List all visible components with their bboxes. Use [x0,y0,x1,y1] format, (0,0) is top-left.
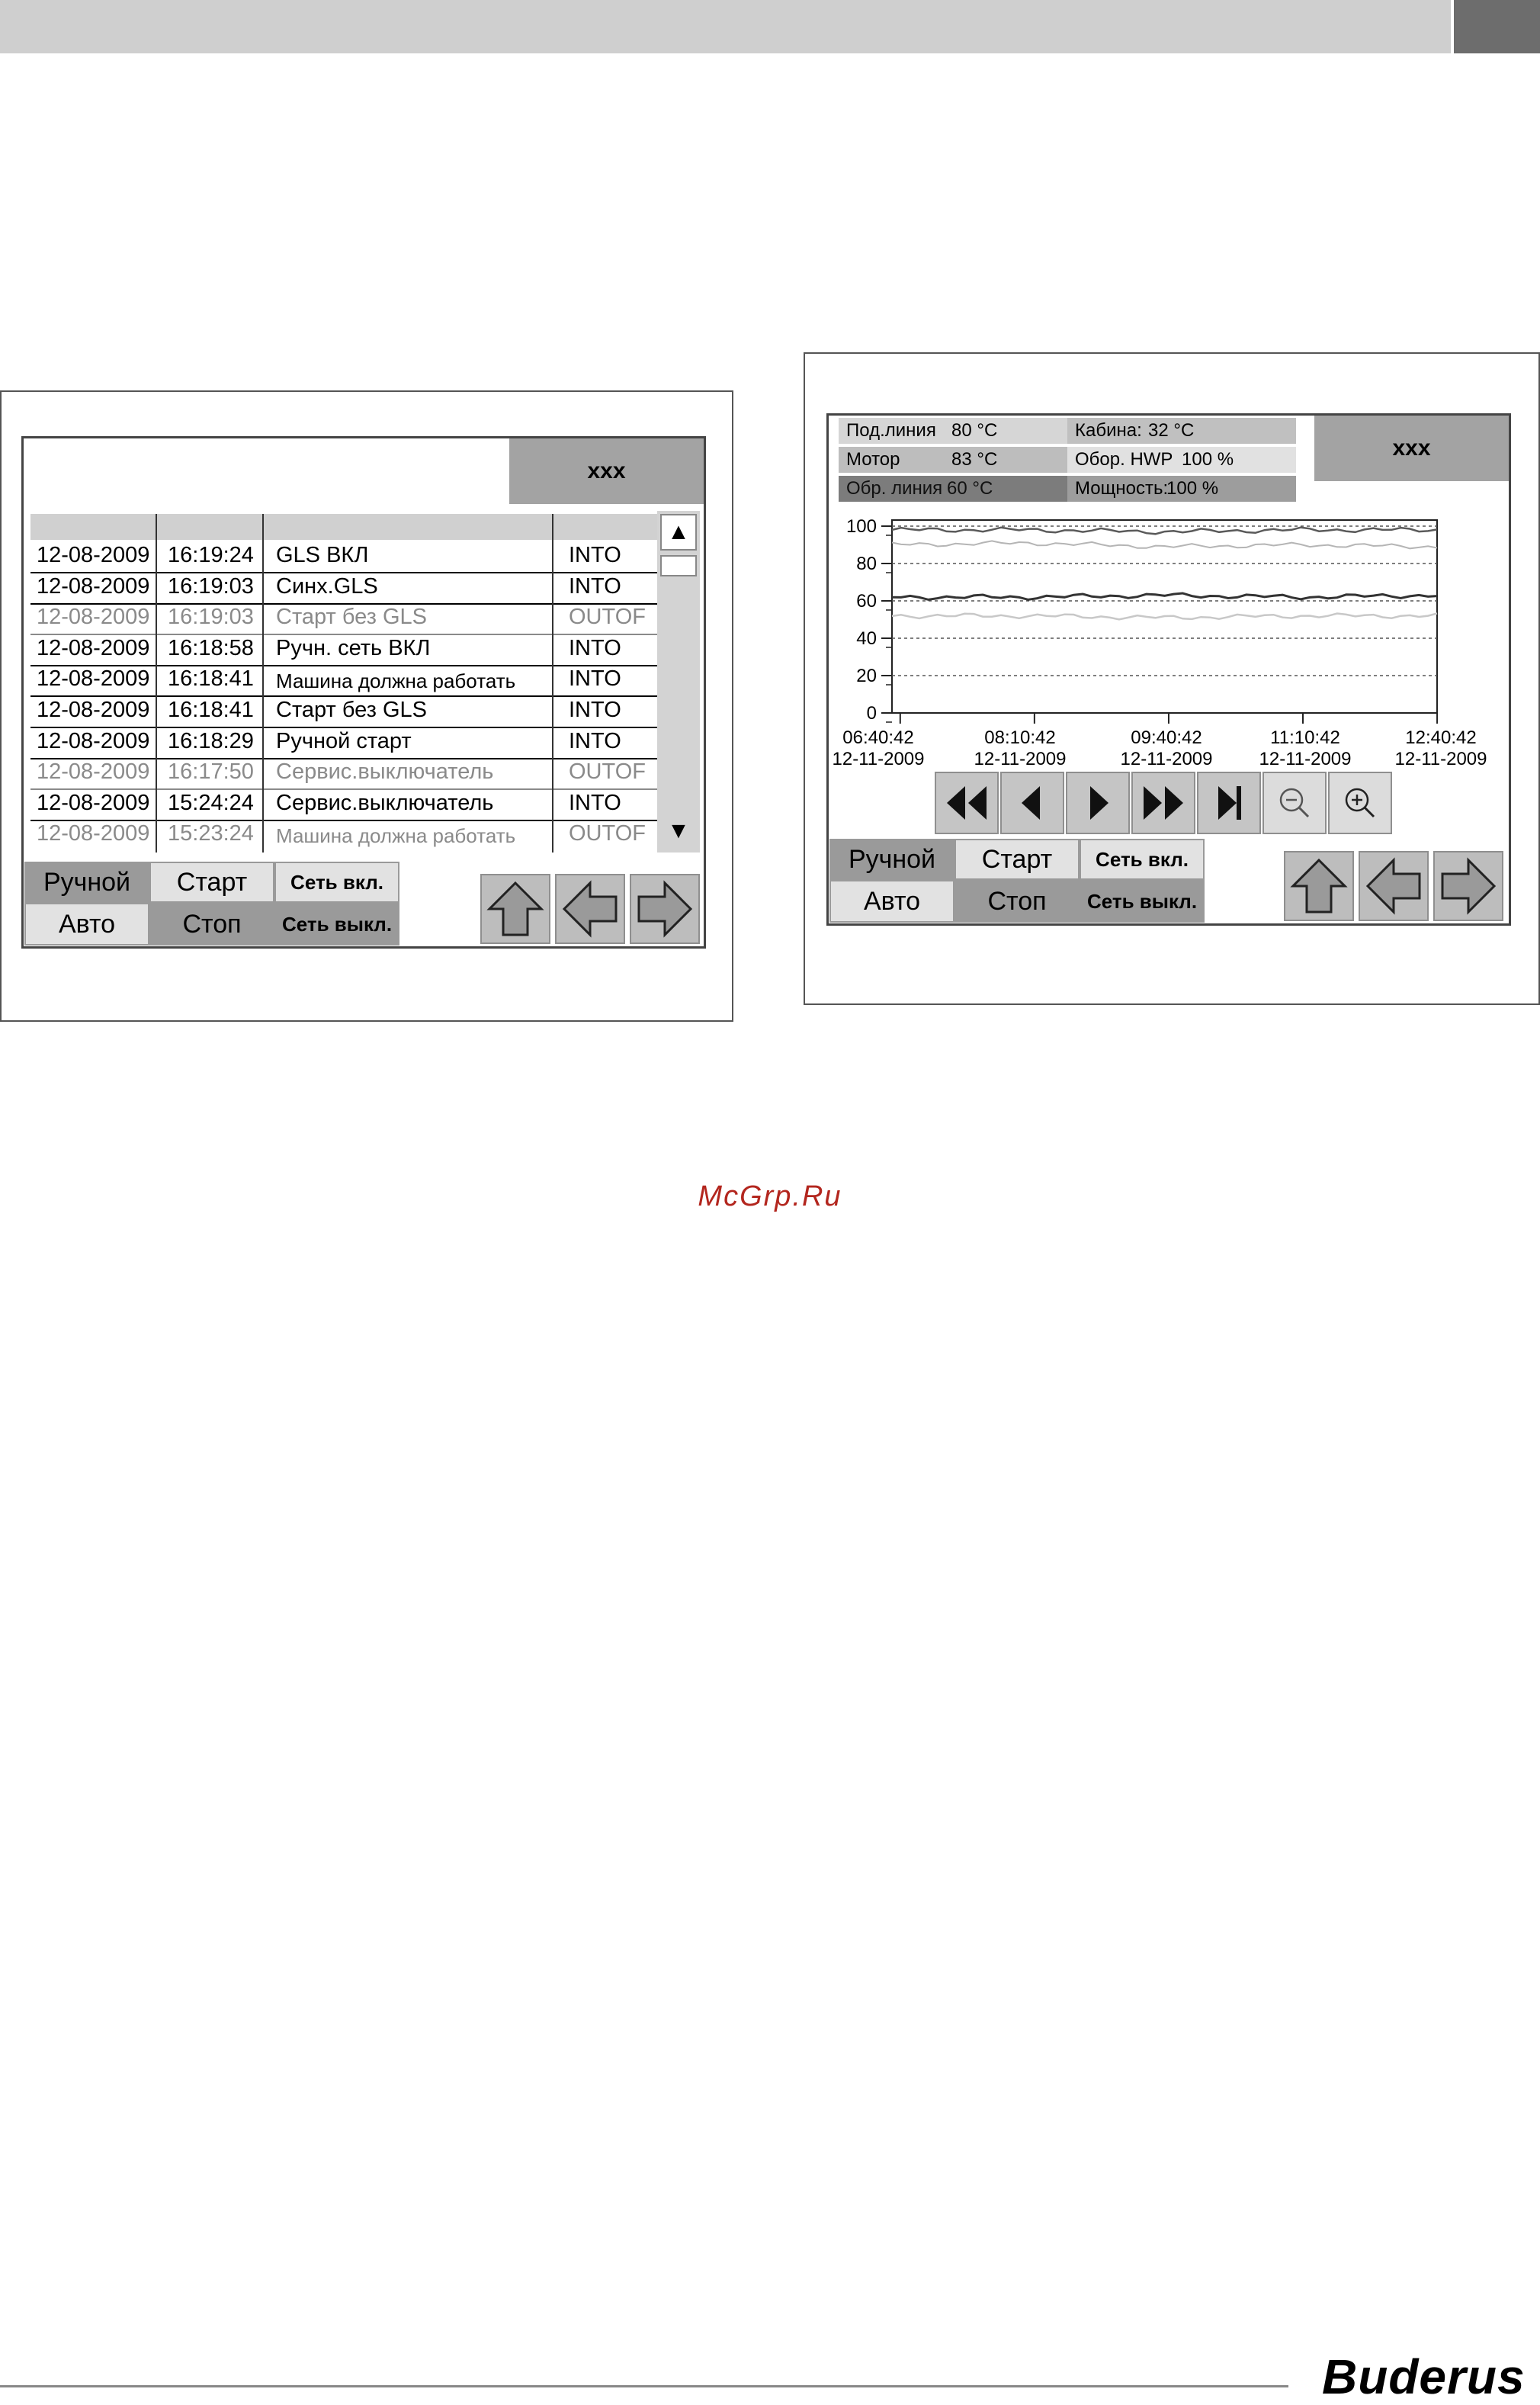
log-row[interactable] [30,758,657,790]
y-tick-label: 20 [856,666,877,686]
log-date: 12-08-2009 [37,635,150,660]
log-state: OUTOF [569,759,646,785]
x-tick-label: 06:40:42 [842,727,914,748]
log-time: 16:18:41 [168,666,254,692]
log-state: INTO [569,543,621,567]
arrow-left-icon [560,878,621,939]
log-row[interactable] [30,634,657,666]
x-tick-label: 11:10:42 [1270,727,1340,748]
y-tick-label: 0 [866,703,877,724]
watermark: McGrp.Ru [698,1180,842,1212]
zoom-in-icon [1336,780,1384,826]
log-row[interactable] [30,789,657,821]
nav-up-button-trend[interactable] [1284,851,1354,921]
grid-on-button-trend[interactable]: Сеть вкл. [1080,839,1205,880]
grid-off-button-trend[interactable]: Сеть выкл. [1080,880,1205,923]
return-line-value: 60 °C [947,478,993,499]
supply-line-label: Под.линия [846,420,936,441]
log-date: 12-08-2009 [37,605,150,630]
power-cell [1067,476,1296,502]
log-event: Синх.GLS [276,573,378,599]
return-line-cell [839,476,1067,502]
jump-to-end-button[interactable] [1197,772,1261,834]
log-header-state [553,514,657,540]
hwp-value: 100 % [1182,449,1234,470]
y-tick-label: 100 [845,516,877,537]
grid-on-button[interactable]: Сеть вкл. [274,862,399,903]
x-tick-label: 12:40:42 [1405,727,1477,748]
log-row[interactable] [30,573,657,605]
x-tick-label: 12-11-2009 [832,749,925,769]
cabin-cell [1067,418,1296,444]
log-state: OUTOF [569,605,646,630]
manual-button-trend[interactable]: Ручной [829,839,954,880]
log-state: INTO [569,635,621,660]
nav-right-button[interactable] [630,874,700,944]
start-button[interactable]: Старт [149,862,274,903]
zoom-in-button[interactable] [1328,772,1392,834]
nav-right-button-trend[interactable] [1433,851,1503,921]
x-tick-label: 12-11-2009 [1394,749,1487,769]
log-screen-title: xxx [509,438,704,504]
x-tick-label: 09:40:42 [1131,727,1202,748]
arrow-up-icon [485,878,546,939]
log-time: 16:18:29 [168,728,254,753]
cabin-label: Кабина: [1075,420,1142,441]
log-date: 12-08-2009 [37,666,150,692]
arrow-right-icon [1438,856,1499,917]
motor-value: 83 °C [951,449,998,470]
hwp-label: Обор. HWP [1075,449,1173,470]
log-date: 12-08-2009 [37,573,150,599]
forward-fast-button[interactable] [1131,772,1195,834]
log-date: 12-08-2009 [37,698,150,722]
log-row[interactable] [30,603,657,635]
power-value: 100 % [1166,478,1219,499]
log-event: GLS ВКЛ [276,543,369,567]
log-row[interactable] [30,665,657,697]
log-event: Сервис.выключатель [276,790,494,815]
auto-button[interactable]: Авто [24,903,149,946]
arrow-up-icon [1288,856,1349,917]
log-scrollbar[interactable] [657,511,700,853]
scroll-down-button[interactable]: ▼ [660,813,697,849]
log-time: 16:17:50 [168,759,254,785]
log-event: Сервис.выключатель [276,759,494,785]
arrow-right-icon [634,878,695,939]
log-date: 12-08-2009 [37,728,150,753]
log-row[interactable] [30,696,657,728]
x-tick-label: 08:10:42 [984,727,1056,748]
right-icon [1073,780,1122,826]
log-event: Старт без GLS [276,698,428,722]
log-date: 12-08-2009 [37,821,150,846]
log-time: 16:18:41 [168,698,254,722]
log-column-divider [156,514,157,853]
log-header-event [264,514,553,540]
zoom-out-icon [1270,780,1319,826]
log-time: 16:19:03 [168,573,254,599]
log-time: 16:19:24 [168,543,254,567]
log-row[interactable] [30,727,657,759]
log-date: 12-08-2009 [37,790,150,815]
log-state: OUTOF [569,821,646,846]
log-date: 12-08-2009 [37,759,150,785]
rewind-fast-button[interactable] [935,772,999,834]
log-event: Ручн. сеть ВКЛ [276,635,431,660]
cabin-value: 32 °C [1148,420,1195,441]
trend-screen-title: xxx [1314,416,1509,481]
motor-label: Мотор [846,449,900,470]
log-state: INTO [569,728,621,753]
left-icon [1008,780,1057,826]
y-tick-label: 40 [856,628,877,649]
scroll-thumb[interactable] [660,555,697,576]
log-state: INTO [569,573,621,599]
x-tick-label: 12-11-2009 [974,749,1067,769]
return-line-label: Обр. линия [846,478,943,499]
grid-off-button[interactable]: Сеть выкл. [274,903,399,946]
nav-up-button[interactable] [480,874,550,944]
log-time: 15:23:24 [168,821,254,846]
x-tick-label: 12-11-2009 [1120,749,1213,769]
arrow-left-icon [1363,856,1424,917]
zoom-out-button[interactable] [1262,772,1327,834]
log-header-date [30,514,157,540]
double-right-icon [1139,780,1188,826]
page-header-tab [1454,0,1540,53]
log-event: Машина должна работать [276,824,516,848]
power-label: Мощность: [1075,478,1169,499]
log-time: 16:18:58 [168,635,254,660]
log-event: Машина должна работать [276,669,516,693]
footer-rule [0,2385,1288,2387]
log-header-time [157,514,264,540]
y-tick-label: 60 [856,591,877,612]
log-time: 15:24:24 [168,790,254,815]
log-time: 16:19:03 [168,605,254,630]
page-header-bar [0,0,1451,53]
log-event: Ручной старт [276,728,412,753]
trend-chart [831,511,1449,763]
motor-cell [839,447,1067,473]
log-column-divider [552,514,553,853]
y-tick-label: 80 [856,554,877,574]
log-row[interactable] [30,820,657,850]
log-column-divider [262,514,264,853]
nav-left-button[interactable] [555,874,625,944]
supply-line-value: 80 °C [951,420,998,441]
manual-button[interactable]: Ручной [24,862,149,903]
x-tick-label: 12-11-2009 [1259,749,1352,769]
log-state: INTO [569,790,621,815]
start-button-trend[interactable]: Старт [954,839,1080,880]
step-forward-button[interactable] [1066,772,1130,834]
auto-button-trend[interactable]: Авто [829,880,954,923]
log-event: Старт без GLS [276,605,428,630]
step-back-button[interactable] [1000,772,1064,834]
skip-end-icon [1205,780,1253,826]
brand-logo: Buderus [1322,2349,1526,2404]
log-state: INTO [569,698,621,722]
log-state: INTO [569,666,621,692]
log-date: 12-08-2009 [37,543,150,567]
stop-button-trend[interactable]: Стоп [954,880,1080,923]
log-row[interactable] [30,541,657,573]
nav-left-button-trend[interactable] [1359,851,1429,921]
stop-button[interactable]: Стоп [149,903,274,946]
hwp-cell [1067,447,1296,473]
scroll-up-button[interactable]: ▲ [660,514,697,551]
double-left-icon [942,780,991,826]
supply-line-cell [839,418,1067,444]
